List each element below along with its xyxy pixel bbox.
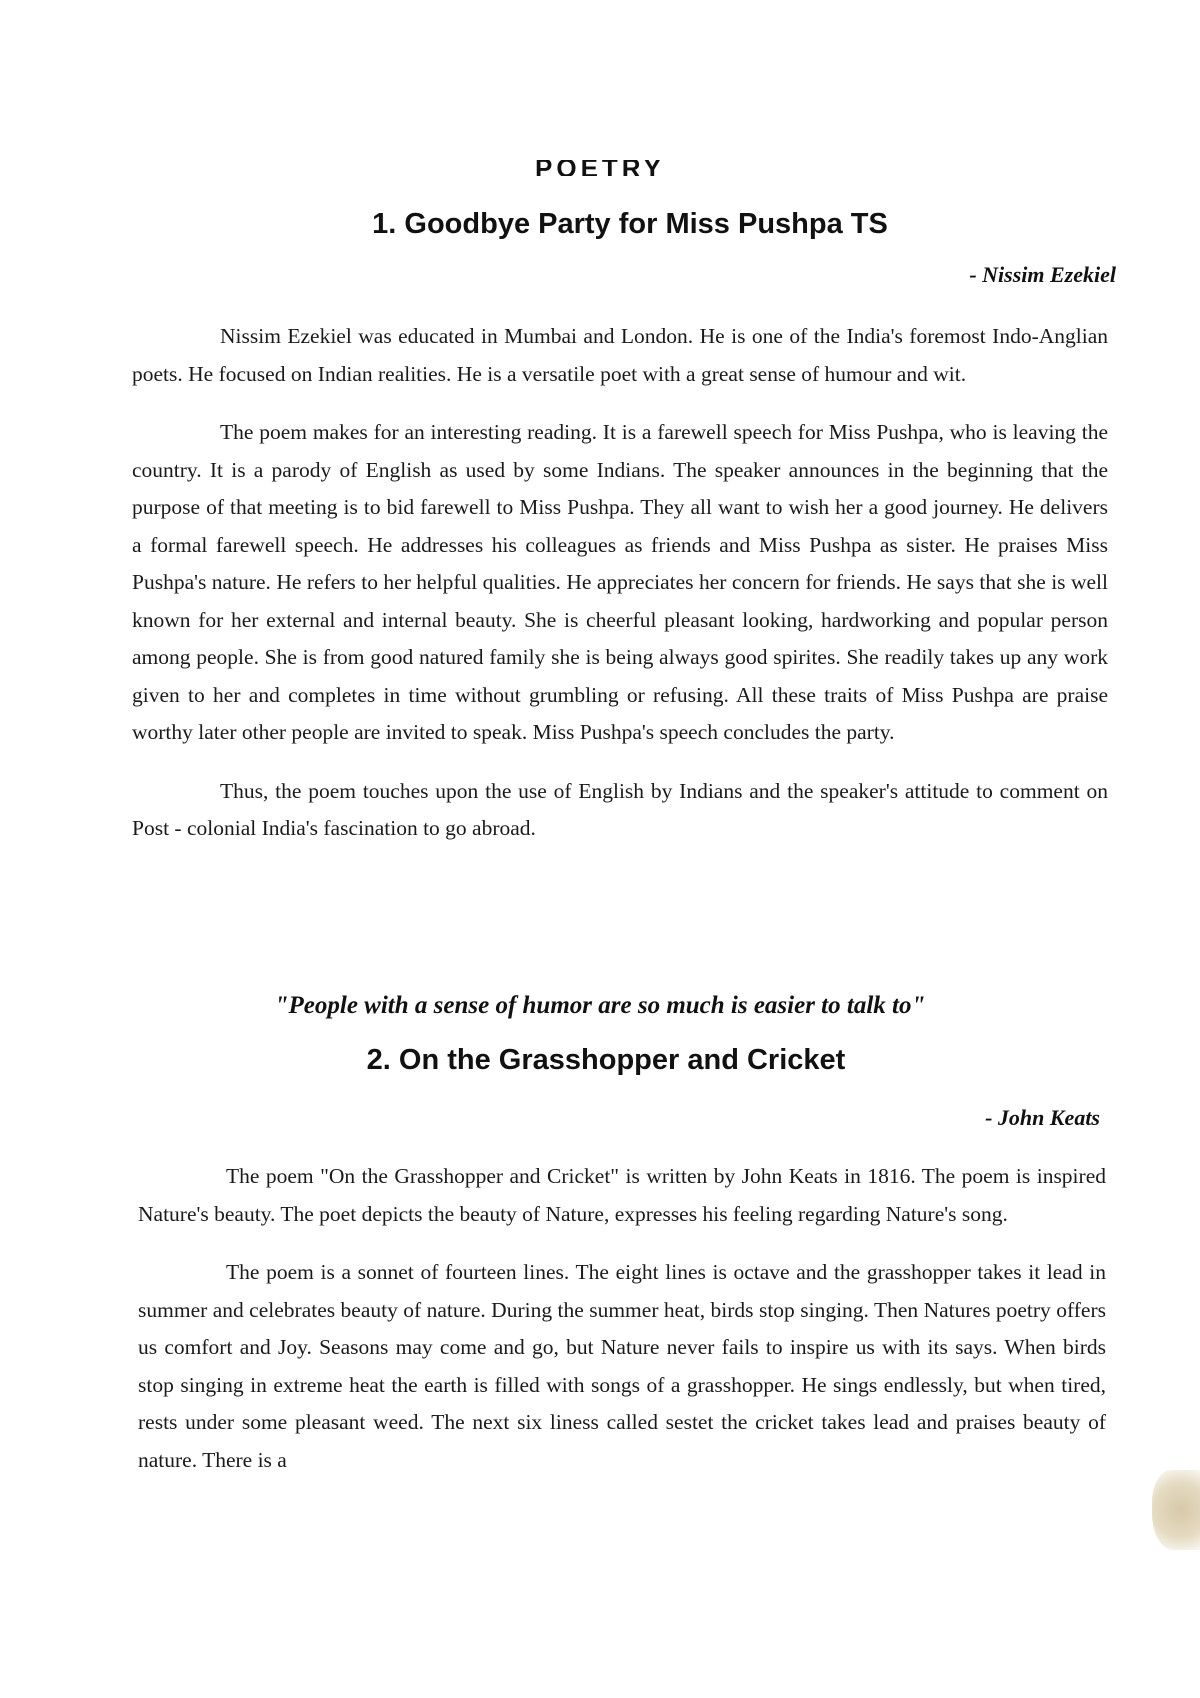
section-1-paragraph-2: The poem makes for an interesting reading. It is a farewell speech for Miss Pushpa, who is leaving the country. It is a parody of English as used by some Indians. The speaker announces in the beginning that the purpose of that meeting is to bid farewell to Miss Pushpa. They all want to wish her a good journey. He delivers a formal farewell speech. He addresses his colleagues as friends and Miss Pushpa as sister. He praises Miss Pushpa's nature. He refers to her helpful qualities. He appreciates her concern for friends. He says that she is well known for her external and internal beauty. She is cheerful pleasant looking, hardworking and popular person among people. She is from good natured family she is being always good spirites. She readily takes up any work given to her and completes in time without grumbling or refusing. All these traits of Miss Pushpa are praise worthy later other people are invited to speak. Miss Pushpa's speech concludes the party. (132, 420, 1108, 744)
section-2-body (138, 1158, 1106, 1500)
section-1-paragraph-3: Thus, the poem touches upon the use of English by Indians and the speaker's attitude to comment on Post - colonial India's fascination to go abroad. (132, 778, 1108, 840)
section-2-paragraph-2: The poem is a sonnet of fourteen lines. The eight lines is octave and the grasshopper takes it lead in summer and celebrates beauty of nature. During the summer heat, birds stop singing. Then Natures poetry offers us comfort and Joy. Seasons may come and go, but Nature never fails to inspire us with its says. When birds stop singing in extreme heat the earth is filled with songs of a grasshopper. He sings endlessly, but when tired, rests under some pleasant weed. The next six liness called sestet the cricket takes lead and praises beauty of nature. There is a (138, 1260, 1106, 1472)
section-2-author: - John Keats (985, 1105, 1100, 1130)
paper-stain (1152, 1470, 1200, 1550)
section-2-title: 2. On the Grasshopper and Cricket (366, 1044, 846, 1076)
section-2-paragraph-1: The poem "On the Grasshopper and Cricket" is written by John Keats in 1816. The poem is inspired Nature's beauty. The poet depicts the beauty of Nature, expresses his feeling regarding Nature's song. (138, 1164, 1106, 1226)
section-1-paragraph-1: Nissim Ezekiel was educated in Mumbai and London. He is one of the India's foremost Indo-Anglian poets. He focused on Indian realities. He is a versatile poet with a great sense of humour and wit. (132, 324, 1108, 386)
section-1-author: - Nissim Ezekiel (969, 262, 1116, 287)
humor-quote: "People with a sense of humor are so much is easier to talk to" (274, 992, 926, 1019)
section-1-title: 1. Goodbye Party for Miss Pushpa TS (372, 208, 888, 240)
section-1-body (132, 318, 1108, 869)
running-header: POETRY (535, 160, 665, 176)
